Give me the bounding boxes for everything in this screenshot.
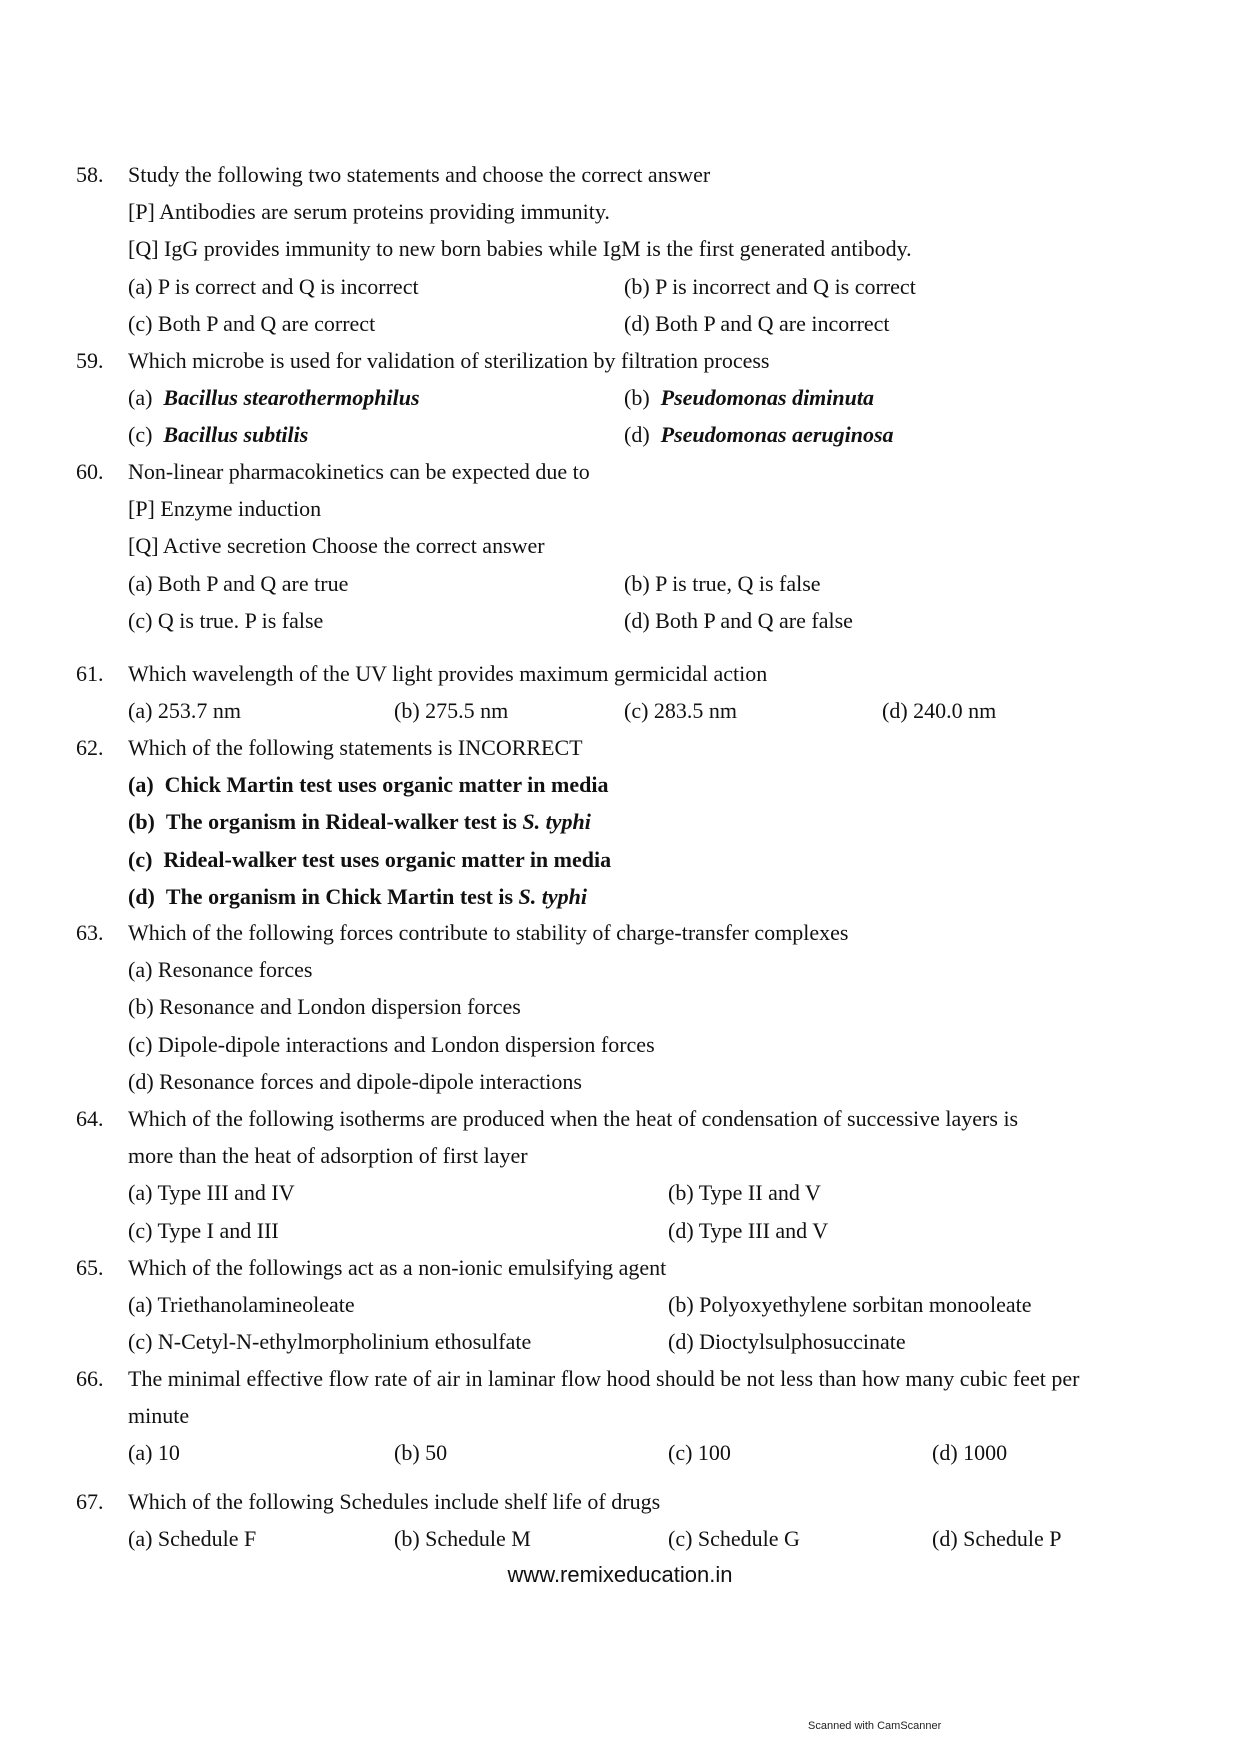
option-b: (b) Schedule M <box>394 1526 531 1552</box>
question-text: Non-linear pharmacokinetics can be expected due to <box>128 459 590 484</box>
option-c: (c) Both P and Q are correct <box>128 310 376 336</box>
option-c: (c) Q is true. P is false <box>128 607 324 633</box>
option-label: (c) <box>128 422 153 448</box>
option-b: (b) Polyoxyethylene sorbitan monooleate <box>668 1292 1032 1318</box>
question-number: 59. <box>76 348 104 373</box>
question-number: 67. <box>76 1489 104 1514</box>
option-label: (c) <box>128 846 153 872</box>
question-66 <box>76 1360 1186 1472</box>
question-58 <box>76 156 1186 342</box>
option-a: (a) 10 <box>128 1440 180 1466</box>
option-b: (b) Type II and V <box>668 1180 821 1206</box>
option-c: (c) Dipole-dipole interactions and London dispersion forces <box>128 1031 655 1057</box>
option-b <box>128 803 591 840</box>
option-a: (a) Type III and IV <box>128 1180 295 1206</box>
option-a: (a) Triethanolamineoleate <box>128 1292 355 1318</box>
option-d: (d) 1000 <box>932 1440 1008 1466</box>
question-text: Which wavelength of the UV light provides maximum germicidal action <box>128 661 768 686</box>
question-number: 58. <box>76 162 104 187</box>
option-b: (b) P is incorrect and Q is correct <box>624 273 916 299</box>
option-c: (c) 100 <box>668 1440 731 1466</box>
question-63 <box>76 914 1186 1100</box>
option-a <box>128 379 420 416</box>
question-text: Which of the following forces contribute to stability of charge-transfer complexes <box>128 920 849 945</box>
question-60 <box>76 453 1186 639</box>
option-b <box>624 379 874 416</box>
option-c: (c) N-Cetyl-N-ethylmorpholinium ethosulfate <box>128 1329 532 1355</box>
option-a: (a) Schedule F <box>128 1526 257 1552</box>
question-text-continued: minute <box>128 1403 190 1429</box>
option-d: (d) Both P and Q are incorrect <box>624 310 890 336</box>
question-number: 66. <box>76 1366 104 1391</box>
question-59 <box>76 342 1186 454</box>
option-a: (a) P is correct and Q is incorrect <box>128 273 419 299</box>
option-c <box>128 416 308 453</box>
question-text: Study the following two statements and choose the correct answer <box>128 162 711 187</box>
option-label: (d) <box>624 422 650 448</box>
statement-q: [Q] Active secretion Choose the correct answer <box>128 533 545 559</box>
option-c: (c) 283.5 nm <box>624 698 738 724</box>
question-67 <box>76 1483 1186 1557</box>
option-a: (a) Both P and Q are true <box>128 570 349 596</box>
question-64 <box>76 1100 1186 1249</box>
question-number: 65. <box>76 1255 104 1280</box>
option-value: Chick Martin test uses organic matter in media <box>164 772 609 798</box>
question-text: Which of the followings act as a non-ionic emulsifying agent <box>128 1255 667 1280</box>
option-value: The organism in Rideal-walker test is <box>165 809 517 835</box>
option-value: Bacillus stearothermophilus <box>163 385 420 411</box>
option-b: (b) 50 <box>394 1440 448 1466</box>
option-b: (b) 275.5 nm <box>394 698 509 724</box>
option-d: (d) 240.0 nm <box>882 698 997 724</box>
option-label: (b) <box>624 385 650 411</box>
option-d <box>128 878 587 915</box>
option-c <box>128 841 611 878</box>
question-61 <box>76 655 1186 729</box>
statement-p: [P] Enzyme induction <box>128 496 322 522</box>
option-d: (d) Resonance forces and dipole-dipole interactions <box>128 1068 582 1094</box>
option-value: The organism in Chick Martin test is <box>165 883 514 909</box>
option-d: (d) Schedule P <box>932 1526 1062 1552</box>
question-number: 60. <box>76 459 104 484</box>
option-d: (d) Type III and V <box>668 1217 829 1243</box>
option-b: (b) Resonance and London dispersion forces <box>128 994 521 1020</box>
question-text-continued: more than the heat of adsorption of first layer <box>128 1143 528 1169</box>
option-d: (d) Both P and Q are false <box>624 607 853 633</box>
question-text: Which of the following Schedules include shelf life of drugs <box>128 1489 661 1514</box>
option-d: (d) Dioctylsulphosuccinate <box>668 1329 906 1355</box>
question-number: 62. <box>76 735 104 760</box>
option-italic: S. typhi <box>522 809 591 835</box>
option-label: (d) <box>128 883 155 909</box>
scanner-watermark: Scanned with CamScanner <box>808 1720 942 1732</box>
question-number: 64. <box>76 1106 104 1131</box>
option-label: (a) <box>128 772 154 798</box>
question-number: 63. <box>76 920 104 945</box>
option-value: Bacillus subtilis <box>163 422 309 448</box>
option-value: Pseudomonas aeruginosa <box>660 422 894 448</box>
statement-q: [Q] IgG provides immunity to new born babies while IgM is the first generated antibody. <box>128 236 912 262</box>
question-text: Which of the following isotherms are produced when the heat of condensation of successive layers is <box>128 1106 1019 1131</box>
question-text: Which of the following statements is INCORRECT <box>128 735 583 760</box>
option-value: Pseudomonas diminuta <box>660 385 874 411</box>
option-b: (b) P is true, Q is false <box>624 570 821 596</box>
option-label: (b) <box>128 809 155 835</box>
option-label: (a) <box>128 385 153 411</box>
footer-url: www.remixeducation.in <box>507 1562 733 1587</box>
option-value: Rideal-walker test uses organic matter in media <box>163 846 612 872</box>
option-a: (a) 253.7 nm <box>128 698 242 724</box>
question-text: Which microbe is used for validation of sterilization by filtration process <box>128 348 770 373</box>
option-a <box>128 766 608 803</box>
question-number: 61. <box>76 661 104 686</box>
option-d <box>624 416 894 453</box>
question-65 <box>76 1249 1186 1361</box>
option-c: (c) Schedule G <box>668 1526 800 1552</box>
option-italic: S. typhi <box>518 883 587 909</box>
question-text: The minimal effective flow rate of air in laminar flow hood should be not less than how many cubic feet per <box>128 1366 1080 1391</box>
statement-p: [P] Antibodies are serum proteins providing immunity. <box>128 199 610 225</box>
option-a: (a) Resonance forces <box>128 957 313 983</box>
option-c: (c) Type I and III <box>128 1217 279 1243</box>
question-62 <box>76 729 1186 915</box>
